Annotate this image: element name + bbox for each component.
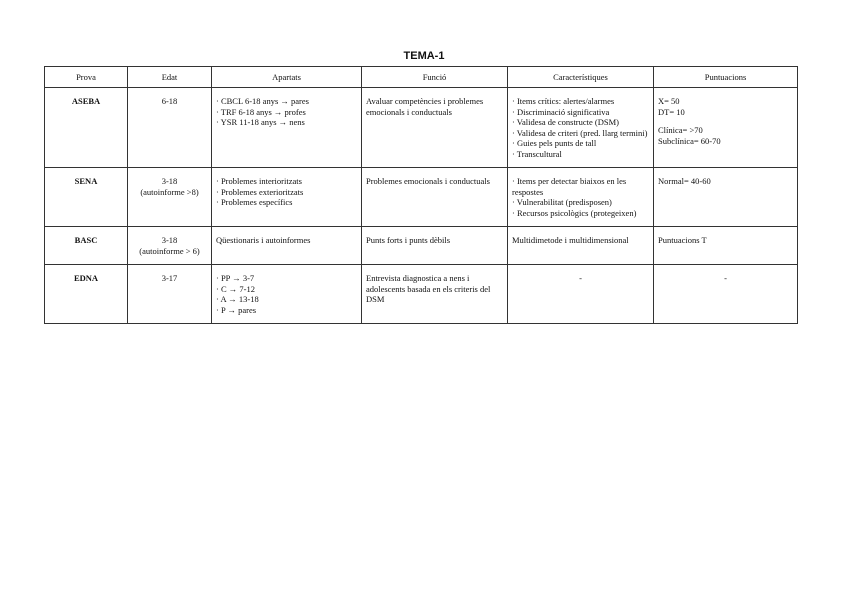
cell-line: · Validesa de criteri (pred. llarg termini): [512, 127, 648, 138]
header-prova: Prova: [45, 67, 128, 88]
cell-line: 3-18: [161, 176, 178, 186]
cell-line: · C → 7-12: [216, 283, 255, 294]
cell-apartats: [212, 227, 362, 265]
cell-edat: [128, 227, 212, 265]
cell-line: Problemes emocionals i conductuals: [366, 176, 490, 186]
cell-puntuacions: [654, 168, 798, 227]
cell-funcio: [362, 168, 508, 227]
cell-puntuacions: [654, 227, 798, 265]
cell-line: · Problemes exterioritzats: [216, 186, 304, 197]
header-row: [45, 67, 798, 88]
cell-line: · Transcultural: [512, 148, 562, 159]
cell-line: · YSR 11-18 anys → nens: [216, 117, 305, 127]
cell-edat: [128, 168, 212, 227]
header-caracteristiques: Característiques: [508, 67, 654, 88]
cell-line: · PP → 3-7: [216, 273, 255, 283]
cell-caracteristiques: [508, 227, 654, 265]
cell-line: (autoinforme >8): [140, 186, 199, 197]
cell-spacer: [658, 117, 793, 125]
cell-line: 3-17: [161, 273, 178, 283]
cell-line: · Items per detectar biaixos en les respostes: [512, 176, 629, 197]
cell-prova: ASEBA: [45, 88, 128, 168]
header-edat: Edat: [128, 67, 212, 88]
cell-line: 6-18: [161, 96, 178, 106]
cell-line: · Items crítics: alertes/alarmes: [512, 96, 615, 106]
document-title: TEMA-1: [403, 50, 445, 62]
table-row: [45, 265, 798, 324]
table-row: [45, 88, 798, 168]
cell-edat: [128, 265, 212, 324]
cell-caracteristiques: [508, 88, 654, 168]
cell-apartats: [212, 168, 362, 227]
cell-line: Punts forts i punts dèbils: [366, 235, 451, 245]
cell-caracteristiques: [508, 265, 654, 324]
cell-line: DT= 10: [658, 106, 685, 117]
cell-line: (autoinforme > 6): [139, 245, 200, 256]
cell-line: · Guies pels punts de tall: [512, 138, 597, 148]
cell-prova: SENA: [45, 168, 128, 227]
cell-funcio: [362, 88, 508, 168]
cell-line: Subclínica= 60-70: [658, 135, 721, 146]
cell-line: Normal= 40-60: [658, 176, 711, 186]
cell-line: · A → 13-18: [216, 294, 259, 304]
table-row: [45, 168, 798, 227]
table-row: [45, 227, 798, 265]
cell-line: · Recursos psicològics (protegeixen): [512, 207, 637, 218]
cell-line: Clínica= >70: [658, 125, 703, 135]
cell-line: · P → pares: [216, 304, 257, 315]
cell-line: · Discriminació significativa: [512, 106, 610, 117]
header-apartats: Apartats: [212, 67, 362, 88]
cell-line: Qüestionaris i autoinformes: [216, 235, 311, 245]
cell-line: -: [724, 273, 727, 283]
tema-table: [44, 66, 798, 324]
cell-funcio: [362, 265, 508, 324]
cell-line: · Validesa de constructe (DSM): [512, 117, 620, 127]
cell-apartats: [212, 88, 362, 168]
table-body: [45, 88, 798, 324]
cell-line: Entrevista diagnostica a nens i adolescents basada en els criteris del DSM: [366, 273, 493, 304]
cell-apartats: [212, 265, 362, 324]
cell-line: · Vulnerabilitat (predisposen): [512, 197, 612, 207]
cell-puntuacions: [654, 265, 798, 324]
cell-edat: [128, 88, 212, 168]
header-puntuacions: Puntuacions: [654, 67, 798, 88]
header-funcio: Funció: [362, 67, 508, 88]
cell-line: Multidimetode i multidimensional: [512, 235, 629, 245]
cell-prova: BASC: [45, 227, 128, 265]
cell-line: · TRF 6-18 anys → profes: [216, 106, 306, 117]
cell-line: · CBCL 6-18 anys → pares: [216, 96, 309, 106]
cell-puntuacions: [654, 88, 798, 168]
cell-caracteristiques: [508, 168, 654, 227]
cell-prova: EDNA: [45, 265, 128, 324]
cell-line: Avaluar competències i problemes emocionals i conductuals: [366, 96, 486, 117]
cell-funcio: [362, 227, 508, 265]
cell-line: -: [579, 273, 582, 283]
cell-line: X= 50: [658, 96, 680, 106]
cell-line: 3-18: [161, 235, 178, 245]
cell-line: · Problemes específics: [216, 197, 293, 207]
cell-line: · Problemes interioritzats: [216, 176, 302, 186]
cell-line: Puntuacions T: [658, 235, 707, 245]
